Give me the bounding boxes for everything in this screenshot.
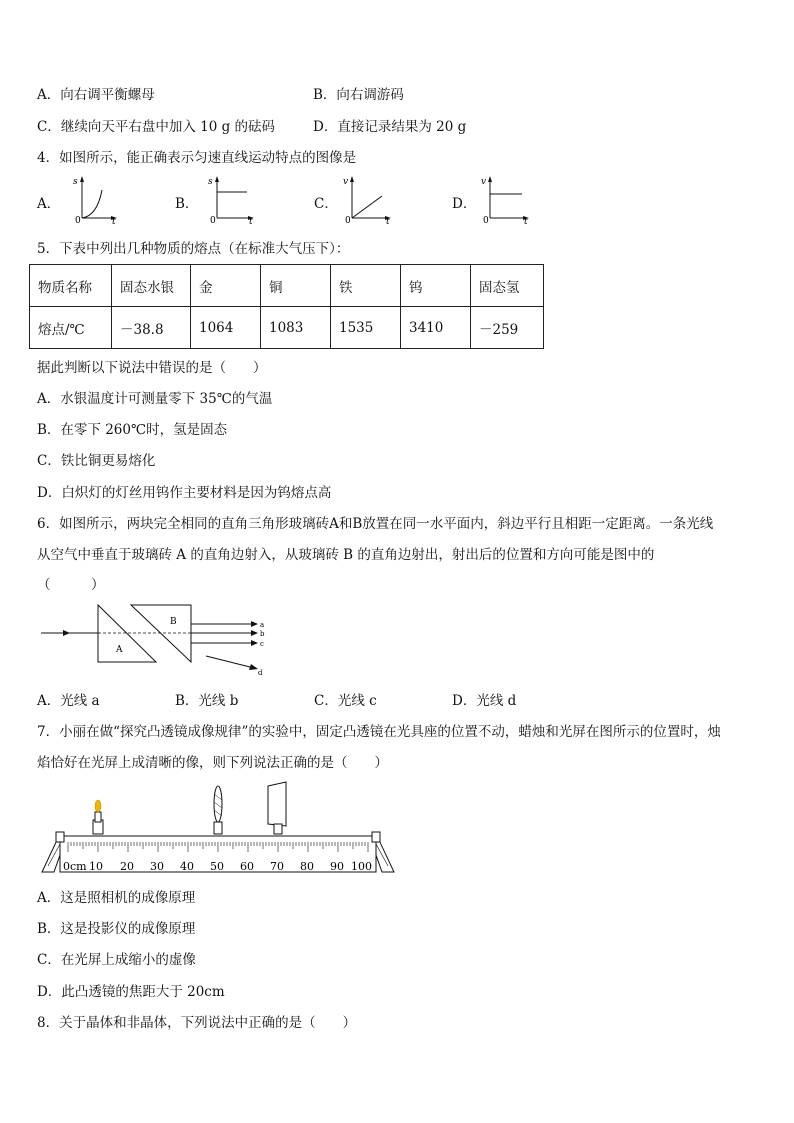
q3-option-b: B．向右调游码	[313, 87, 404, 103]
q4-d-origin: 0	[483, 216, 489, 224]
q5-option-d: D．白炽灯的灯丝用钨作主要材料是因为钨熔点高	[37, 485, 332, 501]
q4-graph-b	[205, 172, 257, 224]
q6-paren: （ ）	[37, 577, 105, 593]
q4-b-y-label: s	[208, 177, 213, 187]
table-cell: 金	[191, 265, 261, 307]
table-cell: 固态氢	[471, 265, 544, 307]
q3-option-d: D．直接记录结果为 20 g	[313, 119, 467, 135]
q7-option-d: D．此凸透镜的焦距大于 20cm	[37, 984, 225, 1000]
q8-stem: 8．关于晶体和非晶体，下列说法中正确的是（ ）	[37, 1015, 357, 1031]
table-cell: 1064	[191, 307, 261, 349]
q3-option-c: C．继续向天平右盘中加入 10 g 的砝码	[37, 119, 276, 135]
table-cell: 3410	[401, 307, 471, 349]
q4-a-origin: 0	[75, 216, 81, 224]
q6-line1: 6．如图所示，两块完全相同的直角三角形玻璃砖A和B放置在同一水平面内，斜边平行且相距一定距离。一条光线	[37, 516, 714, 532]
q6-line2: 从空气中垂直于玻璃砖 A 的直角边射入，从玻璃砖 B 的直角边射出，射出后的位置和方向可能是图中的	[37, 547, 655, 563]
q5-option-c: C．铁比铜更易熔化	[37, 453, 156, 469]
table-row	[30, 307, 544, 349]
screen-icon	[268, 782, 286, 826]
ray-d-label: d	[258, 669, 263, 677]
q3-option-a: A．向右调平衡螺母	[37, 87, 155, 103]
q4-label-b: B．	[175, 196, 199, 212]
table-cell: 铁	[331, 265, 401, 307]
q4-b-origin: 0	[210, 216, 216, 224]
scale-30: 30	[150, 860, 164, 873]
q4-c-origin: 0	[345, 216, 351, 224]
q4-b-x-label: t	[249, 217, 253, 224]
scale-90: 90	[330, 860, 344, 873]
q4-graph-a	[70, 172, 120, 224]
q4-label-c: C．	[314, 196, 338, 212]
optical-bench-figure	[38, 780, 398, 876]
q7-option-a: A．这是照相机的成像原理	[37, 890, 196, 906]
scale-100: 100	[351, 860, 372, 873]
q5-option-a: A．水银温度计可测量零下 35℃的气温	[37, 391, 273, 407]
q4-c-y-label: v	[343, 177, 349, 187]
q4-d-y-label: v	[481, 177, 487, 187]
table-cell: 熔点/℃	[30, 307, 112, 349]
q4-a-x-label: t	[112, 217, 116, 224]
prism-a-label: A	[116, 645, 123, 655]
scale-20: 20	[120, 860, 134, 873]
table-cell: －259	[471, 307, 544, 349]
table-cell: 1083	[261, 307, 331, 349]
scale-40: 40	[180, 860, 194, 873]
q7-line1: 7．小丽在做“探究凸透镜成像规律”的实验中，固定凸透镜在光具座的位置不动，蜡烛和光屏在图所示的位置时，烛	[37, 724, 721, 740]
q4-label-a: A．	[37, 196, 61, 212]
q7-option-b: B．这是投影仪的成像原理	[37, 921, 196, 937]
ray-c-label: c	[260, 640, 264, 648]
table-cell: 钨	[401, 265, 471, 307]
q4-graph-d	[478, 172, 532, 224]
scale-10: 10	[89, 860, 103, 873]
table-cell: 物质名称	[30, 265, 112, 307]
q4-c-x-label: t	[386, 217, 390, 224]
q4-label-d: D．	[452, 196, 477, 212]
scale-80: 80	[300, 860, 314, 873]
scale-60: 60	[240, 860, 254, 873]
q7-line2: 焰恰好在光屏上成清晰的像，则下列说法正确的是（ ）	[37, 755, 388, 771]
ray-b-label: b	[260, 630, 265, 638]
table-cell: 固态水银	[112, 265, 191, 307]
q5-ask: 据此判断以下说法中错误的是（ ）	[37, 360, 267, 376]
scale-70: 70	[270, 860, 284, 873]
melting-point-table	[29, 264, 544, 349]
glass-prism-figure	[36, 600, 276, 680]
prism-b-label: B	[170, 617, 177, 627]
q4-graph-c	[340, 172, 394, 224]
scale-50: 50	[210, 860, 224, 873]
q4-stem: 4．如图所示，能正确表示匀速直线运动特点的图像是	[37, 150, 357, 166]
table-cell: 铜	[261, 265, 331, 307]
flame-icon	[95, 800, 101, 812]
lens-icon	[214, 786, 222, 822]
table-cell: －38.8	[112, 307, 191, 349]
q6-option-a: A．光线 a	[37, 693, 100, 709]
table-cell: 1535	[331, 307, 401, 349]
q6-option-c: C．光线 c	[314, 693, 377, 709]
q4-d-x-label: t	[524, 217, 528, 224]
scale-0: 0cm	[63, 860, 87, 873]
ray-a-label: a	[260, 621, 265, 629]
q6-option-b: B．光线 b	[175, 693, 239, 709]
q5-stem: 5．下表中列出几种物质的熔点（在标准大气压下）：	[37, 241, 350, 257]
table-row	[30, 265, 544, 307]
q5-option-b: B．在零下 260℃时，氢是固态	[37, 422, 228, 438]
q6-option-d: D．光线 d	[452, 693, 517, 709]
q7-option-c: C．在光屏上成缩小的虚像	[37, 952, 196, 968]
q4-a-y-label: s	[73, 177, 78, 187]
